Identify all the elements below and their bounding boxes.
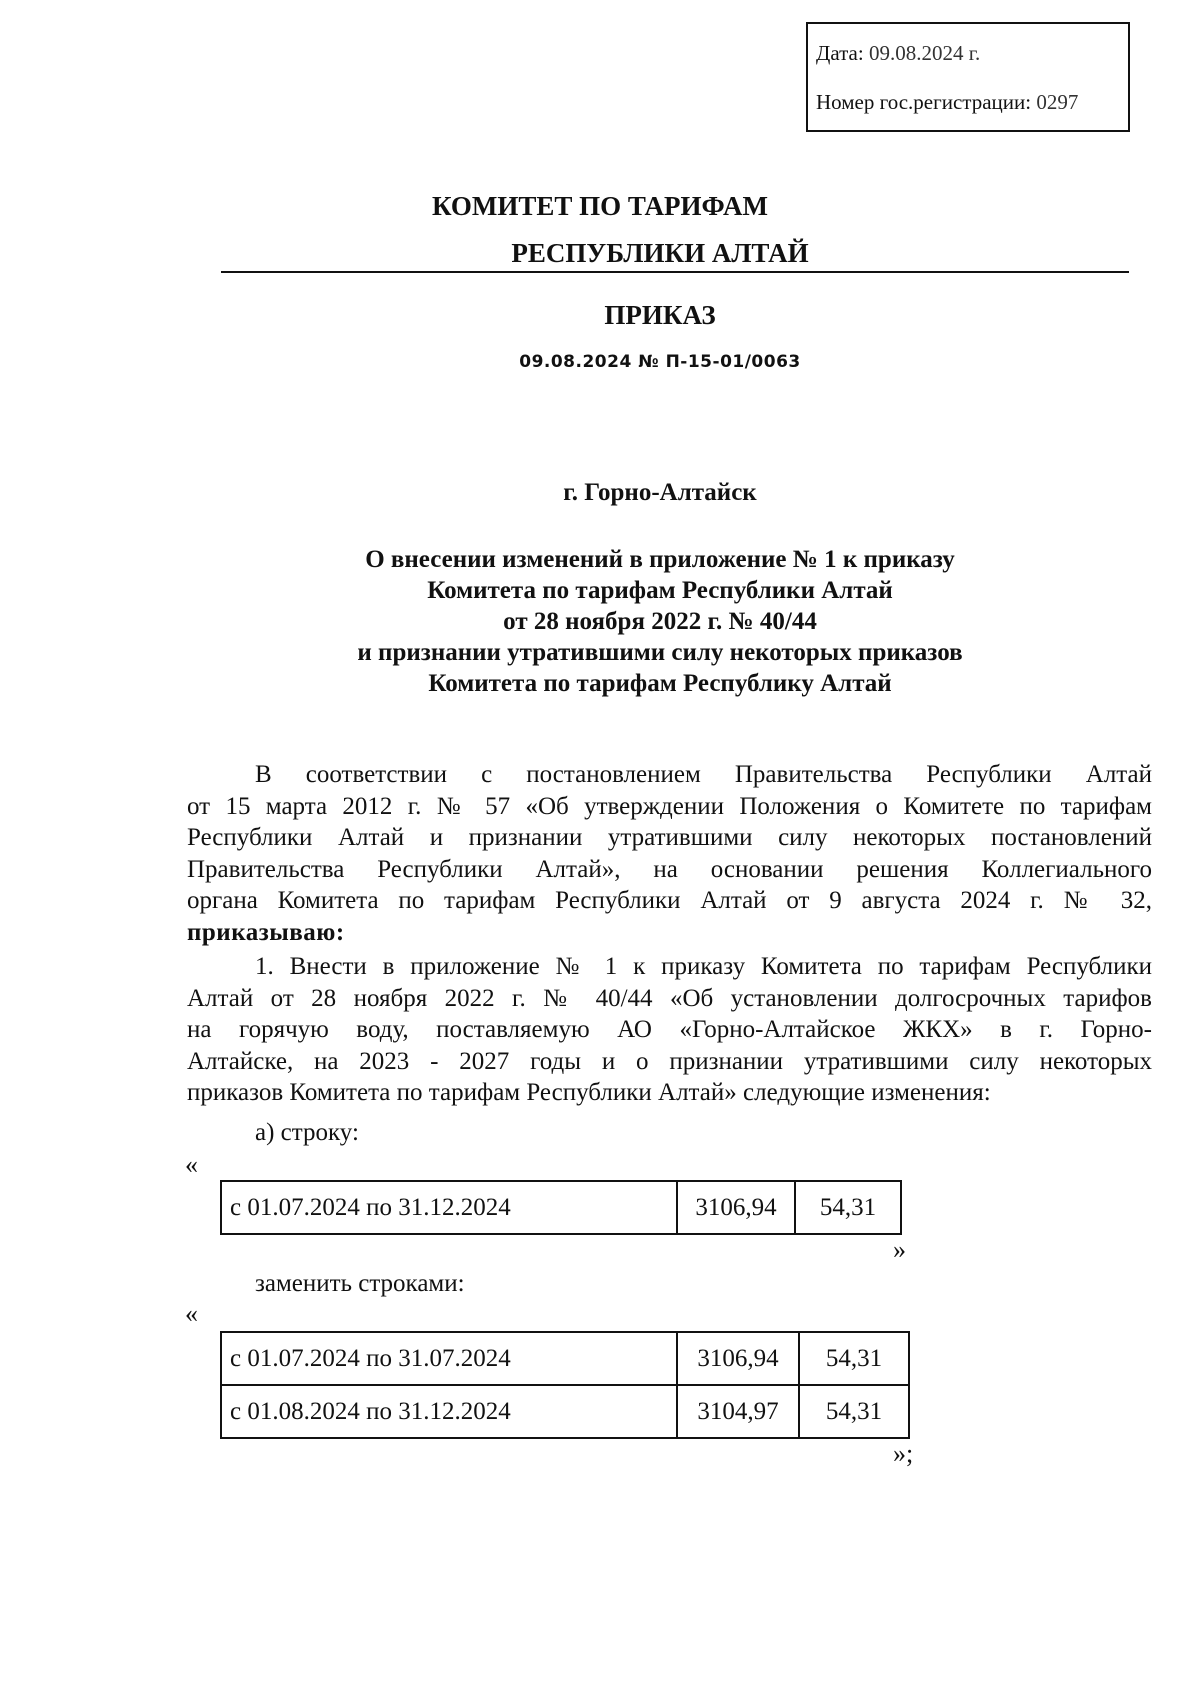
value2-cell: 54,31 xyxy=(799,1332,909,1385)
subject-line: Комитета по тарифам Республику Алтай xyxy=(428,670,892,697)
registration-number xyxy=(816,90,1078,115)
period-cell: с 01.08.2024 по 31.12.2024 xyxy=(221,1385,677,1438)
table-row xyxy=(221,1385,909,1438)
table-row xyxy=(221,1332,909,1385)
old-tariff-table xyxy=(220,1180,902,1235)
order-word: приказываю: xyxy=(187,918,345,946)
org-name-line2: РЕСПУБЛИКИ АЛТАЙ xyxy=(511,238,809,268)
registration-date-label: Дата: xyxy=(816,41,864,65)
preamble-paragraph xyxy=(187,759,1152,948)
item-1-line: Алтайске, на 2023 - 2027 годы и о признании утратившими силу некоторых xyxy=(187,1047,1152,1075)
preamble-line: органа Комитета по тарифам Республики Алтай от 9 августа 2024 г. № 32, xyxy=(187,887,1152,914)
period-cell: с 01.07.2024 по 31.12.2024 xyxy=(221,1181,677,1234)
preamble-line: Республики Алтай и признании утратившими силу некоторых постановлений xyxy=(187,824,1152,851)
document-number: 09.08.2024 № П-15-01/0063 xyxy=(519,352,801,372)
document-city: г. Горно-Алтайск xyxy=(563,479,757,506)
table-row xyxy=(221,1181,901,1234)
value1-cell: 3104,97 xyxy=(677,1385,799,1438)
header-rule xyxy=(221,271,1129,273)
value2-cell: 54,31 xyxy=(799,1385,909,1438)
registration-box xyxy=(806,22,1130,132)
value1-cell: 3106,94 xyxy=(677,1332,799,1385)
preamble-line: Правительства Республики Алтай», на основании решения Коллегиального xyxy=(187,855,1152,883)
document-type: ПРИКАЗ xyxy=(604,300,716,330)
item-1-line: на горячую воду, поставляемую АО «Горно-Алтайское ЖКХ» в г. Горно- xyxy=(187,1016,1152,1043)
registration-number-value: 0297 xyxy=(1036,90,1079,114)
item-1-line: Алтай от 28 ноября 2022 г. № 40/44 «Об установлении долгосрочных тарифов xyxy=(187,984,1152,1012)
preamble-line: В соответствии с постановлением Правительства Республики Алтай xyxy=(255,761,1152,788)
period-cell: с 01.07.2024 по 31.07.2024 xyxy=(221,1332,677,1385)
subject-line: О внесении изменений в приложение № 1 к приказу xyxy=(365,546,955,573)
subject-line: Комитета по тарифам Республики Алтай xyxy=(427,577,893,604)
new-tariff-table xyxy=(220,1331,910,1439)
value1-cell: 3106,94 xyxy=(677,1181,795,1234)
org-name-line1: КОМИТЕТ ПО ТАРИФАМ xyxy=(431,191,769,221)
registration-number-label: Номер гос.регистрации: xyxy=(816,90,1032,114)
close-quote-2: »; xyxy=(893,1439,914,1468)
subject-line: и признании утратившими силу некоторых приказов xyxy=(357,639,963,666)
value2-cell: 54,31 xyxy=(795,1181,901,1234)
item-1-line: 1. Внести в приложение № 1 к приказу Комитета по тарифам Республики xyxy=(255,953,1152,980)
item-a-label: а) строку: xyxy=(255,1119,359,1146)
registration-date-value: 09.08.2024 г. xyxy=(868,41,981,65)
preamble-line: от 15 марта 2012 г. № 57 «Об утверждении Положения о Комитете по тарифам xyxy=(187,792,1152,820)
registration-date xyxy=(816,41,980,66)
document-subject xyxy=(60,544,1200,699)
open-quote-1: « xyxy=(185,1150,198,1179)
open-quote-2: « xyxy=(185,1299,198,1328)
item-1-paragraph xyxy=(187,951,1152,1109)
replace-with-label: заменить строками: xyxy=(255,1270,465,1297)
close-quote-1: » xyxy=(893,1235,906,1264)
item-1-line: приказов Комитета по тарифам Республики Алтай» следующие изменения: xyxy=(187,1079,991,1106)
subject-line: от 28 ноября 2022 г. № 40/44 xyxy=(503,608,817,635)
